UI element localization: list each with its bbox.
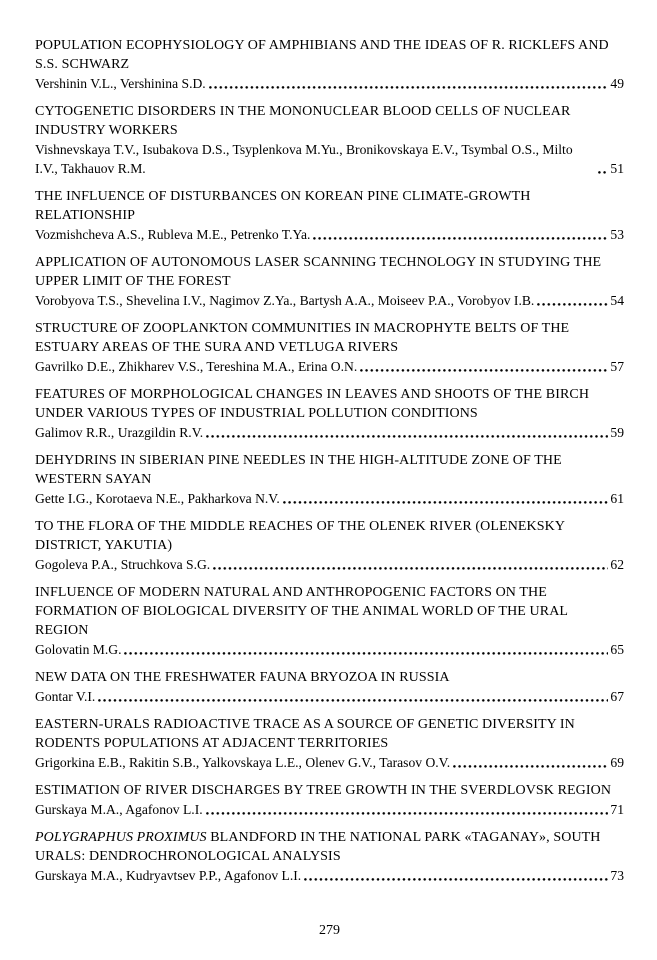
entry-title	[35, 583, 624, 640]
toc-entry	[35, 187, 624, 244]
entry-authors-line	[35, 140, 624, 178]
toc-entry	[35, 102, 624, 178]
dot-leader	[206, 812, 609, 815]
entry-page-ref: 67	[610, 689, 624, 704]
entry-authors-line	[35, 753, 624, 772]
toc-entry	[35, 451, 624, 508]
entry-authors-line	[35, 225, 624, 244]
entry-page-ref: 65	[610, 642, 624, 657]
entry-title-segment: INFLUENCE OF MODERN NATURAL AND ANTHROPOGENIC FACTORS ON THE FORMATION OF BIOLOGICAL DIVERSITY OF THE ANIMAL WORLD OF THE URAL REGION	[35, 585, 568, 638]
entry-title	[35, 668, 624, 687]
entry-title-segment: NEW DATA ON THE FRESHWATER FAUNA BRYOZOA IN RUSSIA	[35, 670, 450, 685]
entry-title	[35, 715, 624, 753]
toc-entry	[35, 517, 624, 574]
toc-entry	[35, 668, 624, 706]
entry-authors-line	[35, 489, 624, 508]
entry-title	[35, 781, 624, 800]
dot-leader	[213, 567, 608, 570]
toc-entry	[35, 319, 624, 376]
entry-authors-line	[35, 74, 624, 93]
entry-authors-line	[35, 800, 624, 819]
toc-list	[35, 36, 624, 913]
entry-title	[35, 253, 624, 291]
entry-authors: Vorobyova T.S., Shevelina I.V., Nagimov Z.Ya., Bartysh A.A., Moiseev P.A., Vorobyov I.B.	[35, 293, 535, 308]
entry-authors-line	[35, 555, 624, 574]
toc-entry	[35, 385, 624, 442]
dot-leader	[283, 501, 609, 504]
entry-authors-line	[35, 866, 624, 885]
entry-page-ref: 69	[610, 755, 624, 770]
entry-authors: Gurskaya M.A., Agafonov L.I.	[35, 802, 203, 817]
entry-authors: Galimov R.R., Urazgildin R.V.	[35, 425, 204, 440]
dot-leader	[360, 369, 608, 372]
entry-authors: Golovatin M.G.	[35, 642, 122, 657]
entry-title-segment: TO THE FLORA OF THE MIDDLE REACHES OF THE OLENEK RIVER (OLENEKSKY DISTRICT, YAKUTIA)	[35, 519, 565, 553]
dot-leader	[124, 652, 608, 655]
entry-authors: Vozmishcheva A.S., Rubleva M.E., Petrenko T.Ya.	[35, 227, 311, 242]
toc-entry	[35, 253, 624, 310]
entry-authors-line	[35, 640, 624, 659]
toc-entry	[35, 781, 624, 819]
entry-page-ref: 49	[610, 76, 624, 91]
entry-title-segment: CYTOGENETIC DISORDERS IN THE MONONUCLEAR BLOOD CELLS OF NUCLEAR INDUSTRY WORKERS	[35, 104, 571, 138]
page-number-footer: 279	[319, 923, 340, 938]
entry-authors: Vishnevskaya T.V., Isubakova D.S., Tsyplenkova M.Yu., Bronikovskaya E.V., Tsymbal O.S., Milto I.V., Takhauov R.M.	[35, 142, 573, 176]
entry-title-segment: POPULATION ECOPHYSIOLOGY OF AMPHIBIANS AND THE IDEAS OF R. RICKLEFS AND S.S. SCHWARZ	[35, 38, 609, 72]
dot-leader	[537, 303, 608, 306]
entry-title-segment: BLANDFORD IN THE NATIONAL PARK «TAGANAY», SOUTH URALS: DENDROCHRONOLOGICAL ANALYSIS	[35, 830, 601, 864]
dot-leader	[206, 435, 608, 438]
entry-title	[35, 828, 624, 866]
entry-authors: Gontar V.I.	[35, 689, 96, 704]
entry-page-ref: 51	[610, 161, 624, 176]
entry-authors-line	[35, 357, 624, 376]
dot-leader	[453, 765, 608, 768]
entry-title-segment: DEHYDRINS IN SIBERIAN PINE NEEDLES IN THE HIGH-ALTITUDE ZONE OF THE WESTERN SAYAN	[35, 453, 562, 487]
entry-title	[35, 319, 624, 357]
dot-leader	[209, 86, 609, 89]
entry-title-segment: EASTERN-URALS RADIOACTIVE TRACE AS A SOURCE OF GENETIC DIVERSITY IN RODENTS POPULATIONS AT ADJACENT TERRITORIES	[35, 717, 575, 751]
dot-leader	[304, 878, 608, 881]
entry-authors: Gette I.G., Korotaeva N.E., Pakharkova N.V.	[35, 491, 280, 506]
entry-authors: Gavrilko D.E., Zhikharev V.S., Tereshina M.A., Erina O.N.	[35, 359, 358, 374]
toc-entry	[35, 36, 624, 93]
entry-page-ref: 71	[610, 802, 624, 817]
dot-leader	[313, 237, 608, 240]
entry-title-segment: APPLICATION OF AUTONOMOUS LASER SCANNING TECHNOLOGY IN STUDYING THE UPPER LIMIT OF THE FOREST	[35, 255, 602, 289]
entry-page-ref: 61	[610, 491, 624, 506]
entry-page-ref: 53	[610, 227, 624, 242]
dot-leader	[98, 699, 608, 702]
entry-title-italic-segment: POLYGRAPHUS PROXIMUS	[35, 830, 207, 845]
entry-authors: Vershinin V.L., Vershinina S.D.	[35, 76, 206, 91]
toc-entry	[35, 715, 624, 772]
entry-title	[35, 451, 624, 489]
entry-page-ref: 73	[610, 868, 624, 883]
entry-authors-line	[35, 291, 624, 310]
entry-title	[35, 36, 624, 74]
entry-title-segment: STRUCTURE OF ZOOPLANKTON COMMUNITIES IN MACROPHYTE BELTS OF THE ESTUARY AREAS OF THE SURA AND VETLUGA RIVERS	[35, 321, 570, 355]
toc-entry	[35, 828, 624, 885]
entry-title-segment: THE INFLUENCE OF DISTURBANCES ON KOREAN PINE CLIMATE-GROWTH RELATIONSHIP	[35, 189, 531, 223]
entry-title	[35, 385, 624, 423]
entry-title	[35, 187, 624, 225]
entry-authors-line	[35, 423, 624, 442]
entry-page-ref: 54	[610, 293, 624, 308]
entry-title	[35, 517, 624, 555]
entry-authors: Grigorkina E.B., Rakitin S.B., Yalkovskaya L.E., Olenev G.V., Tarasov O.V.	[35, 755, 451, 770]
entry-authors: Gurskaya M.A., Kudryavtsev P.P., Agafonov L.I.	[35, 868, 302, 883]
entry-page-ref: 62	[610, 557, 624, 572]
entry-title-segment: FEATURES OF MORPHOLOGICAL CHANGES IN LEAVES AND SHOOTS OF THE BIRCH UNDER VARIOUS TYPES OF INDUSTRIAL POLLUTION CONDITIONS	[35, 387, 590, 421]
entry-page-ref: 57	[610, 359, 624, 374]
entry-authors: Gogoleva P.A., Struchkova S.G.	[35, 557, 211, 572]
dot-leader	[598, 171, 608, 174]
entry-authors-line	[35, 687, 624, 706]
entry-page-ref: 59	[610, 425, 624, 440]
entry-title-segment: ESTIMATION OF RIVER DISCHARGES BY TREE GROWTH IN THE SVERDLOVSK REGION	[35, 783, 612, 798]
entry-title	[35, 102, 624, 140]
toc-entry	[35, 583, 624, 659]
